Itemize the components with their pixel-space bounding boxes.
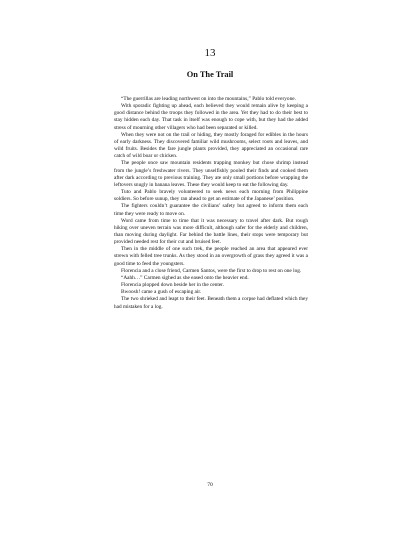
paragraph: With sporadic fighting up ahead, each believed they would remain alive by keeping a good distance behind the troops they followed in the area. Yet they had to do their best to stay hidden each day. That task in itself was enough to cope with, but they had the added stress of mourning other villagers who had been separated or killed. — [114, 103, 308, 131]
paragraph: Tuto and Pablo bravely volunteered to seek news each morning from Philippine soldiers. So before sunup, they ran ahead to get an estimate of the Japanese’ position. — [114, 189, 308, 203]
paragraph: Florencia and a close friend, Carmen Santos, were the first to drop to rest on one log. — [121, 267, 302, 274]
paragraph: The fighters couldn’t guarantee the civilians’ safety but agreed to inform them each time they were ready to move on. — [114, 203, 308, 217]
chapter-body — [114, 96, 308, 311]
paragraph: Then in the middle of one such trek, the people reached an area that appeared ever strewn with felled tree trunks. As they stood in an overgrowth of grass they agreed it was a good time to feed the youngsters. — [114, 246, 308, 267]
paragraph: The people once saw mountain residents trapping monkey but chose shrimp instead from the jungle’s freshwater rivers. They unselfishly pooled their finds and cooked them after dark according to previous training. They ate only small portions before wrapping the leftovers snugly in banana leaves. These they would keep to eat the following day. — [114, 160, 308, 188]
paragraph: Bwoosh! came a gush of escaping air. — [121, 289, 202, 296]
chapter-title: On The Trail — [186, 70, 234, 79]
paragraph: “Aahh…” Carmen sighed as she eased onto the heavier end. — [121, 274, 249, 281]
paragraph: Florencia plopped down beside her in the center. — [121, 282, 224, 289]
chapter-number: 13 — [204, 47, 216, 59]
paragraph: When they were not on the trail or hiding, they mostly foraged for edibles in the hours of early darkness. They discovered familiar wild mushrooms, select roots and leaves, and wild fruits. Besides the fare jungle plants provided, they appreciated an occasional rare catch of wild boar or chicken. — [114, 131, 308, 160]
page-number: 70 — [207, 482, 213, 488]
paragraph: Word came from time to time that it was necessary to travel after dark. But rough hiking over uneven terrain was more difficult, although safer for the elderly and children, than moving during daylight. Far behind the battle lines, their stops were temporary but provided needed rest for their cut and bruised feet. — [114, 217, 308, 246]
paragraph: “The guerrillas are leading northwest on into the mountains,” Pablo told everyone. — [121, 96, 296, 102]
paragraph: The two shrieked and leapt to their feet. Beneath them a corpse had deflated which they had mistaken for a log. — [114, 296, 308, 310]
